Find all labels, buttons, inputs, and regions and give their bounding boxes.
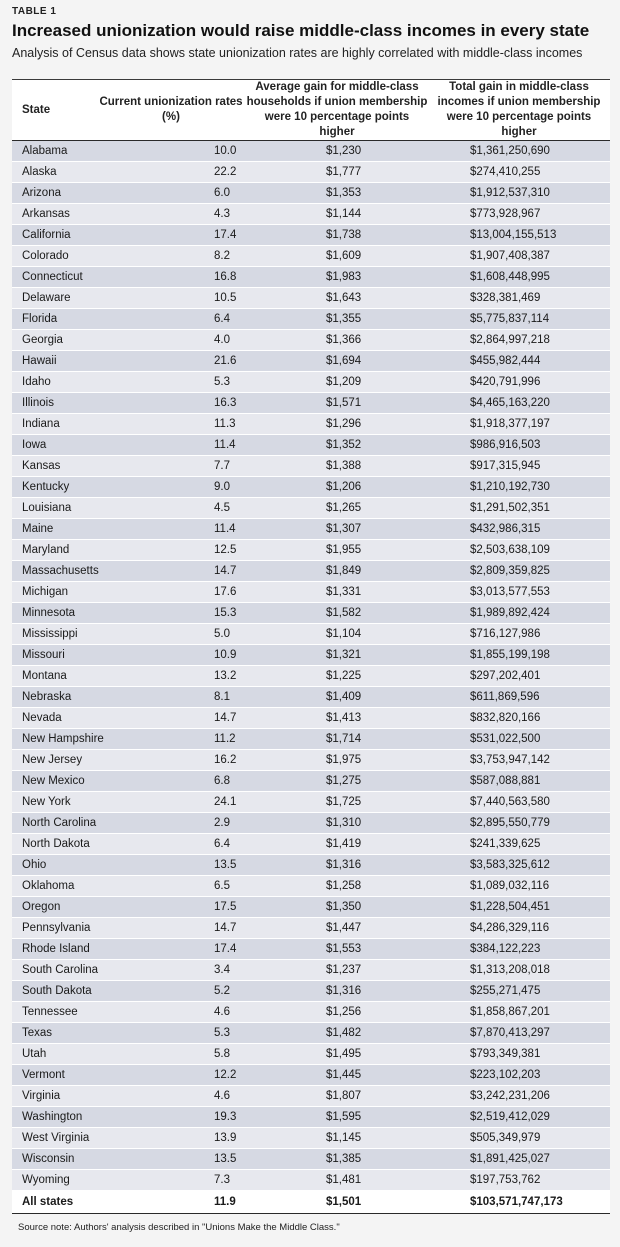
cell-avg-gain: $1,225	[246, 666, 428, 687]
header-row	[12, 80, 610, 141]
cell-total-gain: $917,315,945	[428, 456, 610, 477]
cell-state: Alabama	[12, 141, 96, 162]
cell-total-gain: $5,775,837,114	[428, 309, 610, 330]
cell-state: Massachusetts	[12, 561, 96, 582]
cell-avg-gain: $1,983	[246, 267, 428, 288]
table-row	[12, 1086, 610, 1107]
cell-rate: 13.9	[96, 1128, 246, 1149]
cell-total-gain: $2,519,412,029	[428, 1107, 610, 1128]
cell-total-gain: $1,291,502,351	[428, 498, 610, 519]
table-row	[12, 141, 610, 162]
cell-avg-gain: $1,409	[246, 687, 428, 708]
cell-rate: 13.5	[96, 1149, 246, 1170]
cell-avg-gain: $1,955	[246, 540, 428, 561]
table-row	[12, 162, 610, 183]
cell-state: Louisiana	[12, 498, 96, 519]
cell-state: Kansas	[12, 456, 96, 477]
header-avg-gain: Average gain for middle-class households if union membership were 10 percentage points higher	[246, 80, 428, 141]
cell-total-gain: $587,088,881	[428, 771, 610, 792]
cell-avg-gain: $1,265	[246, 498, 428, 519]
cell-total-gain: $716,127,986	[428, 624, 610, 645]
cell-state: New York	[12, 792, 96, 813]
cell-state: Montana	[12, 666, 96, 687]
cell-state: Pennsylvania	[12, 918, 96, 939]
cell-rate: 3.4	[96, 960, 246, 981]
cell-state: North Dakota	[12, 834, 96, 855]
table-row	[12, 1107, 610, 1128]
cell-state: Michigan	[12, 582, 96, 603]
cell-total-gain: $223,102,203	[428, 1065, 610, 1086]
cell-rate: 8.2	[96, 246, 246, 267]
data-table-container	[12, 79, 610, 1214]
cell-rate: 15.3	[96, 603, 246, 624]
cell-total-gain: $255,271,475	[428, 981, 610, 1002]
cell-avg-gain: $1,321	[246, 645, 428, 666]
cell-avg-gain: $1,388	[246, 456, 428, 477]
table-row	[12, 267, 610, 288]
cell-state: Florida	[12, 309, 96, 330]
table-row	[12, 729, 610, 750]
cell-total-gain: $197,753,762	[428, 1170, 610, 1191]
cell-total-gain: $986,916,503	[428, 435, 610, 456]
cell-total-gain: $432,986,315	[428, 519, 610, 540]
cell-rate: 24.1	[96, 792, 246, 813]
cell-total-gain: $2,809,359,825	[428, 561, 610, 582]
cell-rate: 4.6	[96, 1086, 246, 1107]
cell-avg-gain: $1,385	[246, 1149, 428, 1170]
cell-state: Idaho	[12, 372, 96, 393]
cell-total-gain: $611,869,596	[428, 687, 610, 708]
cell-state: Wyoming	[12, 1170, 96, 1191]
cell-avg-gain: $1,206	[246, 477, 428, 498]
table-row	[12, 750, 610, 771]
totals-avg-gain: $1,501	[246, 1191, 428, 1214]
cell-total-gain: $1,608,448,995	[428, 267, 610, 288]
totals-rate: 11.9	[96, 1191, 246, 1214]
cell-rate: 12.5	[96, 540, 246, 561]
cell-rate: 6.5	[96, 876, 246, 897]
cell-rate: 5.2	[96, 981, 246, 1002]
table-row	[12, 960, 610, 981]
cell-rate: 5.0	[96, 624, 246, 645]
cell-rate: 5.3	[96, 1023, 246, 1044]
cell-total-gain: $384,122,223	[428, 939, 610, 960]
cell-total-gain: $328,381,469	[428, 288, 610, 309]
cell-total-gain: $420,791,996	[428, 372, 610, 393]
cell-rate: 16.3	[96, 393, 246, 414]
cell-rate: 17.4	[96, 939, 246, 960]
table-row	[12, 687, 610, 708]
table-row	[12, 372, 610, 393]
cell-total-gain: $297,202,401	[428, 666, 610, 687]
cell-avg-gain: $1,447	[246, 918, 428, 939]
cell-avg-gain: $1,316	[246, 855, 428, 876]
cell-rate: 8.1	[96, 687, 246, 708]
cell-avg-gain: $1,694	[246, 351, 428, 372]
cell-total-gain: $13,004,155,513	[428, 225, 610, 246]
cell-total-gain: $1,361,250,690	[428, 141, 610, 162]
cell-state: Vermont	[12, 1065, 96, 1086]
cell-rate: 17.6	[96, 582, 246, 603]
cell-avg-gain: $1,296	[246, 414, 428, 435]
cell-total-gain: $2,503,638,109	[428, 540, 610, 561]
cell-rate: 9.0	[96, 477, 246, 498]
header-rate: Current unionization rates (%)	[96, 80, 246, 141]
cell-rate: 4.6	[96, 1002, 246, 1023]
cell-rate: 12.2	[96, 1065, 246, 1086]
cell-rate: 11.4	[96, 519, 246, 540]
cell-state: Tennessee	[12, 1002, 96, 1023]
cell-avg-gain: $1,807	[246, 1086, 428, 1107]
cell-total-gain: $1,907,408,387	[428, 246, 610, 267]
table-row	[12, 897, 610, 918]
cell-avg-gain: $1,419	[246, 834, 428, 855]
cell-total-gain: $773,928,967	[428, 204, 610, 225]
cell-total-gain: $4,286,329,116	[428, 918, 610, 939]
cell-state: West Virginia	[12, 1128, 96, 1149]
cell-state: New Mexico	[12, 771, 96, 792]
cell-avg-gain: $1,975	[246, 750, 428, 771]
table-row	[12, 939, 610, 960]
cell-state: South Dakota	[12, 981, 96, 1002]
cell-avg-gain: $1,310	[246, 813, 428, 834]
table-row	[12, 1149, 610, 1170]
cell-rate: 21.6	[96, 351, 246, 372]
cell-rate: 4.0	[96, 330, 246, 351]
cell-total-gain: $4,465,163,220	[428, 393, 610, 414]
cell-total-gain: $1,891,425,027	[428, 1149, 610, 1170]
cell-total-gain: $3,013,577,553	[428, 582, 610, 603]
cell-avg-gain: $1,237	[246, 960, 428, 981]
table-row	[12, 246, 610, 267]
cell-avg-gain: $1,145	[246, 1128, 428, 1149]
cell-rate: 14.7	[96, 561, 246, 582]
cell-total-gain: $1,089,032,116	[428, 876, 610, 897]
header-state: State	[12, 80, 96, 141]
cell-state: Connecticut	[12, 267, 96, 288]
table-row	[12, 1044, 610, 1065]
cell-total-gain: $1,228,504,451	[428, 897, 610, 918]
table-row	[12, 1002, 610, 1023]
table-row	[12, 792, 610, 813]
cell-total-gain: $1,855,199,198	[428, 645, 610, 666]
cell-state: Iowa	[12, 435, 96, 456]
table-row	[12, 498, 610, 519]
cell-state: Utah	[12, 1044, 96, 1065]
table-row	[12, 1023, 610, 1044]
cell-rate: 16.2	[96, 750, 246, 771]
cell-state: Nebraska	[12, 687, 96, 708]
cell-total-gain: $274,410,255	[428, 162, 610, 183]
cell-rate: 7.7	[96, 456, 246, 477]
table-row	[12, 435, 610, 456]
cell-total-gain: $3,753,947,142	[428, 750, 610, 771]
cell-rate: 6.4	[96, 309, 246, 330]
table-row	[12, 477, 610, 498]
table-title: Increased unionization would raise middle-class incomes in every state	[12, 21, 590, 40]
table-row	[12, 876, 610, 897]
cell-state: Oregon	[12, 897, 96, 918]
cell-avg-gain: $1,355	[246, 309, 428, 330]
cell-state: Hawaii	[12, 351, 96, 372]
cell-state: South Carolina	[12, 960, 96, 981]
cell-total-gain: $1,989,892,424	[428, 603, 610, 624]
table-row	[12, 309, 610, 330]
cell-total-gain: $2,864,997,218	[428, 330, 610, 351]
table-row	[12, 456, 610, 477]
cell-avg-gain: $1,350	[246, 897, 428, 918]
table-row	[12, 666, 610, 687]
cell-state: Illinois	[12, 393, 96, 414]
cell-state: Minnesota	[12, 603, 96, 624]
cell-rate: 10.9	[96, 645, 246, 666]
cell-state: Wisconsin	[12, 1149, 96, 1170]
cell-state: Oklahoma	[12, 876, 96, 897]
cell-avg-gain: $1,725	[246, 792, 428, 813]
table-row	[12, 393, 610, 414]
cell-rate: 13.2	[96, 666, 246, 687]
table-row	[12, 624, 610, 645]
cell-avg-gain: $1,230	[246, 141, 428, 162]
table-row	[12, 981, 610, 1002]
cell-total-gain: $505,349,979	[428, 1128, 610, 1149]
cell-rate: 10.5	[96, 288, 246, 309]
table-row	[12, 1128, 610, 1149]
cell-rate: 6.8	[96, 771, 246, 792]
cell-rate: 22.2	[96, 162, 246, 183]
cell-state: Arizona	[12, 183, 96, 204]
table-row	[12, 603, 610, 624]
cell-avg-gain: $1,571	[246, 393, 428, 414]
cell-state: California	[12, 225, 96, 246]
table-row	[12, 1065, 610, 1086]
cell-avg-gain: $1,104	[246, 624, 428, 645]
cell-rate: 2.9	[96, 813, 246, 834]
cell-avg-gain: $1,445	[246, 1065, 428, 1086]
cell-rate: 19.3	[96, 1107, 246, 1128]
cell-avg-gain: $1,209	[246, 372, 428, 393]
cell-total-gain: $1,313,208,018	[428, 960, 610, 981]
totals-state: All states	[12, 1191, 96, 1214]
cell-avg-gain: $1,777	[246, 162, 428, 183]
cell-avg-gain: $1,495	[246, 1044, 428, 1065]
table-row	[12, 330, 610, 351]
cell-rate: 17.4	[96, 225, 246, 246]
cell-state: Washington	[12, 1107, 96, 1128]
cell-state: Arkansas	[12, 204, 96, 225]
cell-rate: 13.5	[96, 855, 246, 876]
table-row	[12, 834, 610, 855]
table-row	[12, 645, 610, 666]
cell-avg-gain: $1,258	[246, 876, 428, 897]
cell-total-gain: $241,339,625	[428, 834, 610, 855]
cell-total-gain: $1,912,537,310	[428, 183, 610, 204]
data-table	[12, 80, 610, 1214]
cell-rate: 5.3	[96, 372, 246, 393]
table-row	[12, 918, 610, 939]
cell-state: Nevada	[12, 708, 96, 729]
cell-state: New Hampshire	[12, 729, 96, 750]
table-row	[12, 519, 610, 540]
cell-total-gain: $1,210,192,730	[428, 477, 610, 498]
cell-avg-gain: $1,481	[246, 1170, 428, 1191]
cell-avg-gain: $1,413	[246, 708, 428, 729]
table-row	[12, 1170, 610, 1191]
table-row	[12, 540, 610, 561]
cell-avg-gain: $1,582	[246, 603, 428, 624]
cell-rate: 10.0	[96, 141, 246, 162]
cell-state: Alaska	[12, 162, 96, 183]
totals-total-gain: $103,571,747,173	[428, 1191, 610, 1214]
cell-avg-gain: $1,352	[246, 435, 428, 456]
cell-total-gain: $2,895,550,779	[428, 813, 610, 834]
cell-avg-gain: $1,316	[246, 981, 428, 1002]
cell-state: Ohio	[12, 855, 96, 876]
table-label: TABLE 1	[12, 6, 57, 17]
header-total-gain: Total gain in middle-class incomes if union membership were 10 percentage points higher	[428, 80, 610, 141]
table-row	[12, 855, 610, 876]
cell-avg-gain: $1,482	[246, 1023, 428, 1044]
table-row	[12, 561, 610, 582]
cell-state: New Jersey	[12, 750, 96, 771]
cell-state: Texas	[12, 1023, 96, 1044]
cell-state: Maine	[12, 519, 96, 540]
cell-state: Colorado	[12, 246, 96, 267]
cell-total-gain: $1,858,867,201	[428, 1002, 610, 1023]
table-row	[12, 813, 610, 834]
cell-rate: 11.2	[96, 729, 246, 750]
cell-rate: 7.3	[96, 1170, 246, 1191]
cell-state: Rhode Island	[12, 939, 96, 960]
table-subtitle: Analysis of Census data shows state unionization rates are highly correlated with middle-class incomes	[12, 46, 583, 60]
cell-avg-gain: $1,307	[246, 519, 428, 540]
cell-avg-gain: $1,275	[246, 771, 428, 792]
cell-total-gain: $1,918,377,197	[428, 414, 610, 435]
cell-rate: 6.4	[96, 834, 246, 855]
cell-total-gain: $832,820,166	[428, 708, 610, 729]
cell-avg-gain: $1,553	[246, 939, 428, 960]
cell-state: North Carolina	[12, 813, 96, 834]
cell-rate: 11.4	[96, 435, 246, 456]
cell-avg-gain: $1,738	[246, 225, 428, 246]
table-row	[12, 183, 610, 204]
cell-total-gain: $455,982,444	[428, 351, 610, 372]
cell-total-gain: $531,022,500	[428, 729, 610, 750]
cell-avg-gain: $1,609	[246, 246, 428, 267]
cell-state: Indiana	[12, 414, 96, 435]
cell-rate: 6.0	[96, 183, 246, 204]
cell-rate: 17.5	[96, 897, 246, 918]
cell-avg-gain: $1,256	[246, 1002, 428, 1023]
table-row	[12, 414, 610, 435]
table-row	[12, 771, 610, 792]
cell-state: Mississippi	[12, 624, 96, 645]
cell-total-gain: $3,583,325,612	[428, 855, 610, 876]
cell-state: Georgia	[12, 330, 96, 351]
table-row	[12, 582, 610, 603]
cell-avg-gain: $1,643	[246, 288, 428, 309]
table-row	[12, 708, 610, 729]
cell-total-gain: $7,440,563,580	[428, 792, 610, 813]
cell-rate: 14.7	[96, 918, 246, 939]
cell-state: Virginia	[12, 1086, 96, 1107]
table-row	[12, 204, 610, 225]
cell-state: Missouri	[12, 645, 96, 666]
table-row	[12, 225, 610, 246]
totals-row	[12, 1191, 610, 1214]
cell-rate: 5.8	[96, 1044, 246, 1065]
source-note: Source note: Authors' analysis described in "Unions Make the Middle Class."	[18, 1222, 340, 1233]
cell-rate: 14.7	[96, 708, 246, 729]
cell-rate: 4.3	[96, 204, 246, 225]
cell-avg-gain: $1,353	[246, 183, 428, 204]
cell-total-gain: $3,242,231,206	[428, 1086, 610, 1107]
cell-total-gain: $7,870,413,297	[428, 1023, 610, 1044]
table-row	[12, 351, 610, 372]
cell-state: Delaware	[12, 288, 96, 309]
cell-total-gain: $793,349,381	[428, 1044, 610, 1065]
cell-avg-gain: $1,331	[246, 582, 428, 603]
cell-avg-gain: $1,595	[246, 1107, 428, 1128]
cell-rate: 4.5	[96, 498, 246, 519]
table-row	[12, 288, 610, 309]
cell-avg-gain: $1,714	[246, 729, 428, 750]
table-body	[12, 141, 610, 1191]
cell-avg-gain: $1,366	[246, 330, 428, 351]
cell-state: Kentucky	[12, 477, 96, 498]
cell-avg-gain: $1,849	[246, 561, 428, 582]
cell-rate: 16.8	[96, 267, 246, 288]
cell-avg-gain: $1,144	[246, 204, 428, 225]
cell-state: Maryland	[12, 540, 96, 561]
cell-rate: 11.3	[96, 414, 246, 435]
